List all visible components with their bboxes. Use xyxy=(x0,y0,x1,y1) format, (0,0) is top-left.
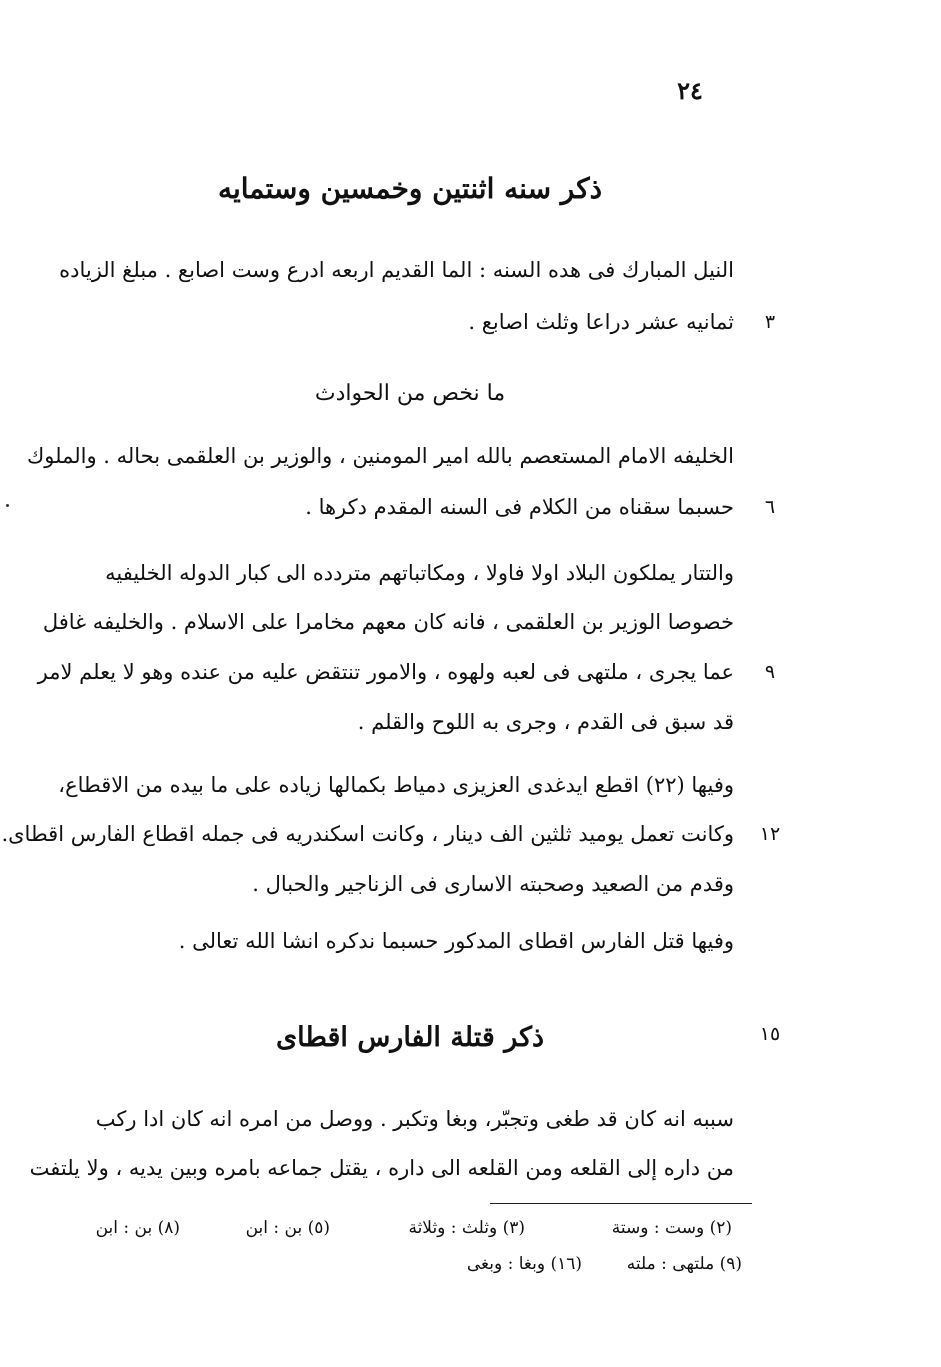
line-number: ١٥ xyxy=(759,1023,781,1045)
text-line: خصوصا الوزير بن العلقمى ، فانه كان معهم مخامرا على الاسلام . والخليفه غافل xyxy=(42,610,734,634)
text-line: ثمانيه عشر دراعا وثلث اصابع . xyxy=(468,310,734,334)
text-line: حسبما سقناه من الكلام فى السنه المقدم دكرها . xyxy=(305,495,734,519)
footnote: (٣) وثلث : وثلاثة xyxy=(408,1218,525,1238)
line-number: ٩ xyxy=(764,661,776,683)
footnote: (٥) بن : ابن xyxy=(245,1218,330,1238)
text-line: عما يجرى ، ملتهى فى لعبه ولهوه ، والامور تنتقض عليه من عنده وهو لا يعلم لامر xyxy=(37,660,734,684)
text-line: من داره إلى القلعه ومن القلعه الى داره ، يقتل جماعه بامره وبين يديه ، ولا يلتفت xyxy=(29,1156,734,1180)
text-line: وقدم من الصعيد وصحبته الاسارى فى الزناجير والحبال . xyxy=(252,872,734,896)
subheading-events: ما نخص من الحوادث xyxy=(314,381,506,406)
text-line: وفيها قتل الفارس اقطاى المدكور حسبما ندكره انشا الله تعالى . xyxy=(178,929,734,953)
section-heading-year-652: ذكر سنه اثنتين وخمسين وستمايه xyxy=(217,172,603,205)
text-line: الخليفه الامام المستعصم بالله امير المومنين ، والوزير بن العلقمى بحاله . والملوك xyxy=(26,444,734,468)
text-line: وكانت تعمل يوميد ثلثين الف دينار ، وكانت اسكندريه فى جمله اقطاع الفارس اقطاى. xyxy=(1,822,734,846)
footnote: (٨) بن : ابن xyxy=(95,1218,180,1238)
footnote: (٢) وست : وستة xyxy=(611,1218,732,1238)
section-heading-aqtay: ذكر قتلة الفارس اقطاى xyxy=(276,1022,544,1053)
text-line: وفيها (٢٢) اقطع ايدغدى العزيزى دمياط بكمالها زياده على ما بيده من الاقطاع، xyxy=(58,773,734,797)
page-number: ٢٤ xyxy=(677,76,703,105)
footnote: (٩) ملتهى : ملته xyxy=(626,1254,742,1274)
footnote-divider xyxy=(490,1203,752,1204)
text-line: سببه انه كان قد طغى وتجبّر، وبغا وتكبر . ووصل من امره انه كان ادا ركب xyxy=(95,1107,734,1131)
footnote: (١٦) وبغا : وبغى xyxy=(466,1254,582,1274)
margin-speck xyxy=(6,504,9,507)
line-number: ٦ xyxy=(764,496,776,518)
line-number: ١٢ xyxy=(759,823,781,845)
text-line: النيل المبارك فى هده السنه : الما القديم اربعه ادرع وست اصابع . مبلغ الزياده xyxy=(59,258,734,282)
text-line: والتتار يملكون البلاد اولا فاولا ، ومكاتباتهم متردده الى كبار الدوله الخليفيه xyxy=(105,561,734,585)
line-number: ٣ xyxy=(764,311,776,333)
text-line: قد سبق فى القدم ، وجرى به اللوح والقلم . xyxy=(357,710,734,734)
